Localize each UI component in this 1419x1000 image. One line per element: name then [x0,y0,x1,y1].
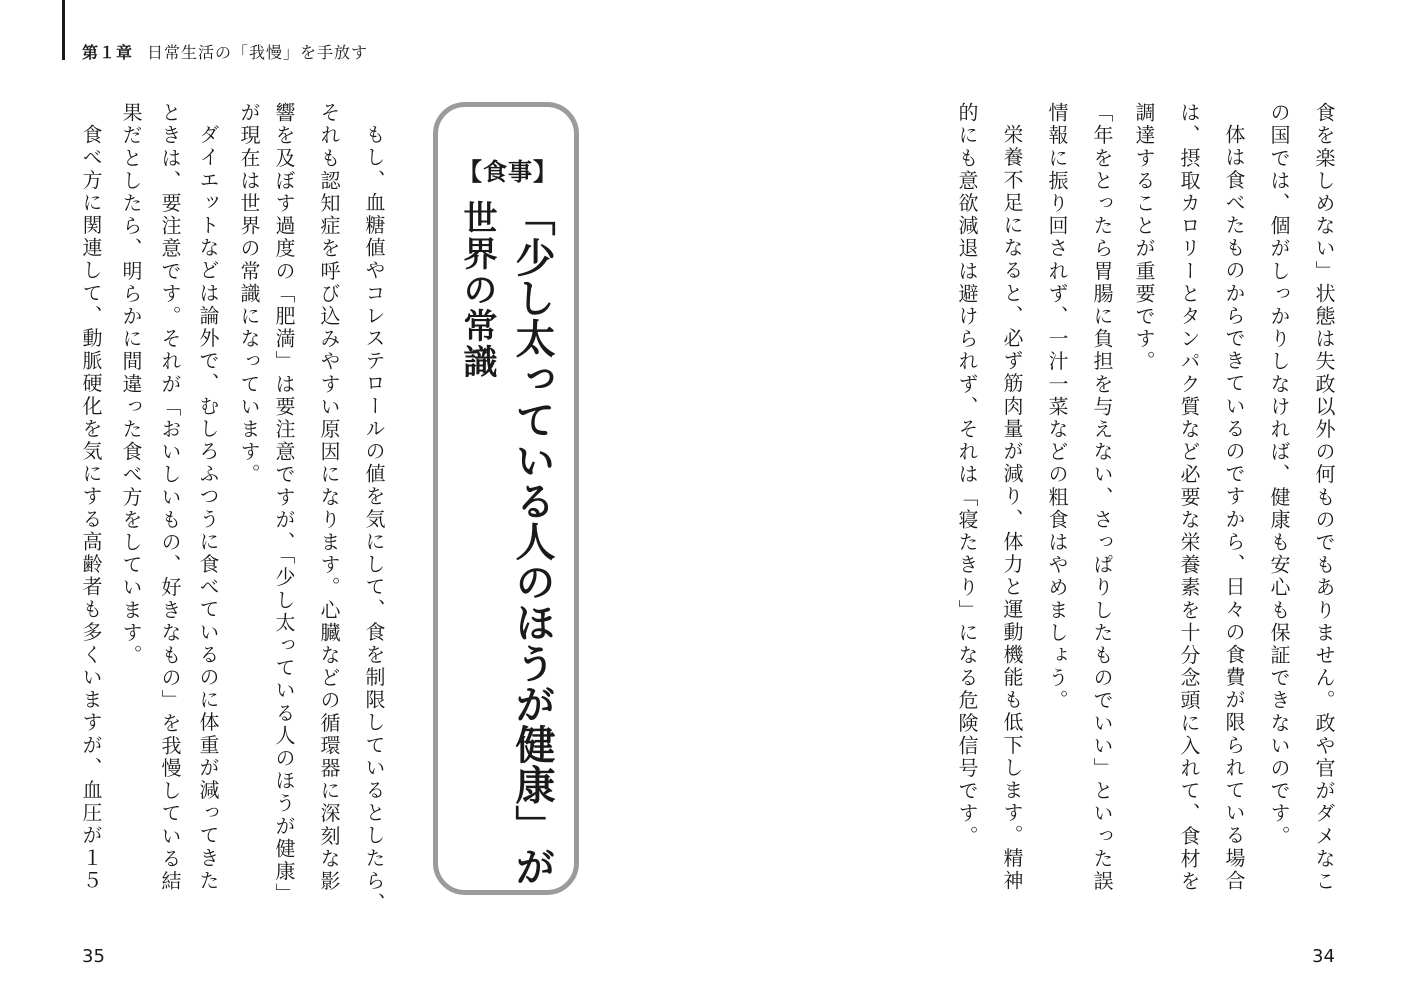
chapter-header [82,40,368,63]
page-number-left: 35 [82,946,105,967]
right-page-column-8: 栄養不足になると、必ず筋肉量が減り、体力と運動機能も低下します。精神 [1000,124,1024,893]
right-page-column-2: の国では、個がしっかりしなければ、健康も安心も保証できないのです。 [1267,102,1291,848]
heading-line-2: 世界の常識 [457,200,497,380]
left-page-column-1: もし、血糖値やコレステロールの値を気にして、食を制限しているとしたら、 [362,124,386,915]
left-page-column-8: 食べ方に関連して、動脈硬化を気にする高齢者も多くいますが、血圧が１５ [79,124,103,893]
right-page-column-1: 食を楽しめない」状態は失政以外の何ものでもありません。政や官がダメなこ [1312,102,1336,893]
page-number-right: 34 [1312,946,1335,967]
heading-box [433,102,579,895]
chapter-title: 日常生活の「我慢」を手放す [147,43,369,62]
right-page-column-5: 調達することが重要です。 [1132,102,1156,374]
left-page-column-6: ときは、要注意です。それが「おいしいもの、好きなもの」を我慢している結 [158,102,182,893]
right-page-column-3: 体は食べたものからできているのですから、日々の食費が限られている場合 [1222,124,1246,893]
chapter-header-rule [62,0,65,60]
chapter-number: 第１章 [82,43,134,62]
right-page-column-6: 「年をとったら胃腸に負担を与えない、さっぱりしたものでいい」といった誤 [1090,102,1114,893]
right-page-column-9: 的にも意欲減退は避けられず、それは「寝たきり」になる危険信号です。 [955,102,979,848]
left-page-column-5: ダイエットなどは論外で、むしろふつうに食べているのに体重が減ってきた [196,124,220,893]
right-page-column-7: 情報に振り回されず、一汁一菜などの粗食はやめましょう。 [1045,102,1069,713]
heading-line-1: 「少し太っている人のほうが健康」が [509,196,555,887]
left-page-column-3: 響を及ぼす過度の「肥満」は要注意ですが、「少し太っている人のほうが健康」 [272,102,296,906]
left-page-column-4: が現在は世界の常識になっています。 [237,102,261,487]
left-page-column-2: それも認知症を呼び込みやすい原因になります。心臓などの循環器に深刻な影 [317,102,341,893]
left-page-column-7: 果だとしたら、明らかに間違った食べ方をしています。 [119,102,143,667]
heading-tag: 【食事】 [458,158,558,186]
right-page-column-4: は、摂取カロリーとタンパク質など必要な栄養素を十分念頭に入れて、食材を [1177,102,1201,893]
